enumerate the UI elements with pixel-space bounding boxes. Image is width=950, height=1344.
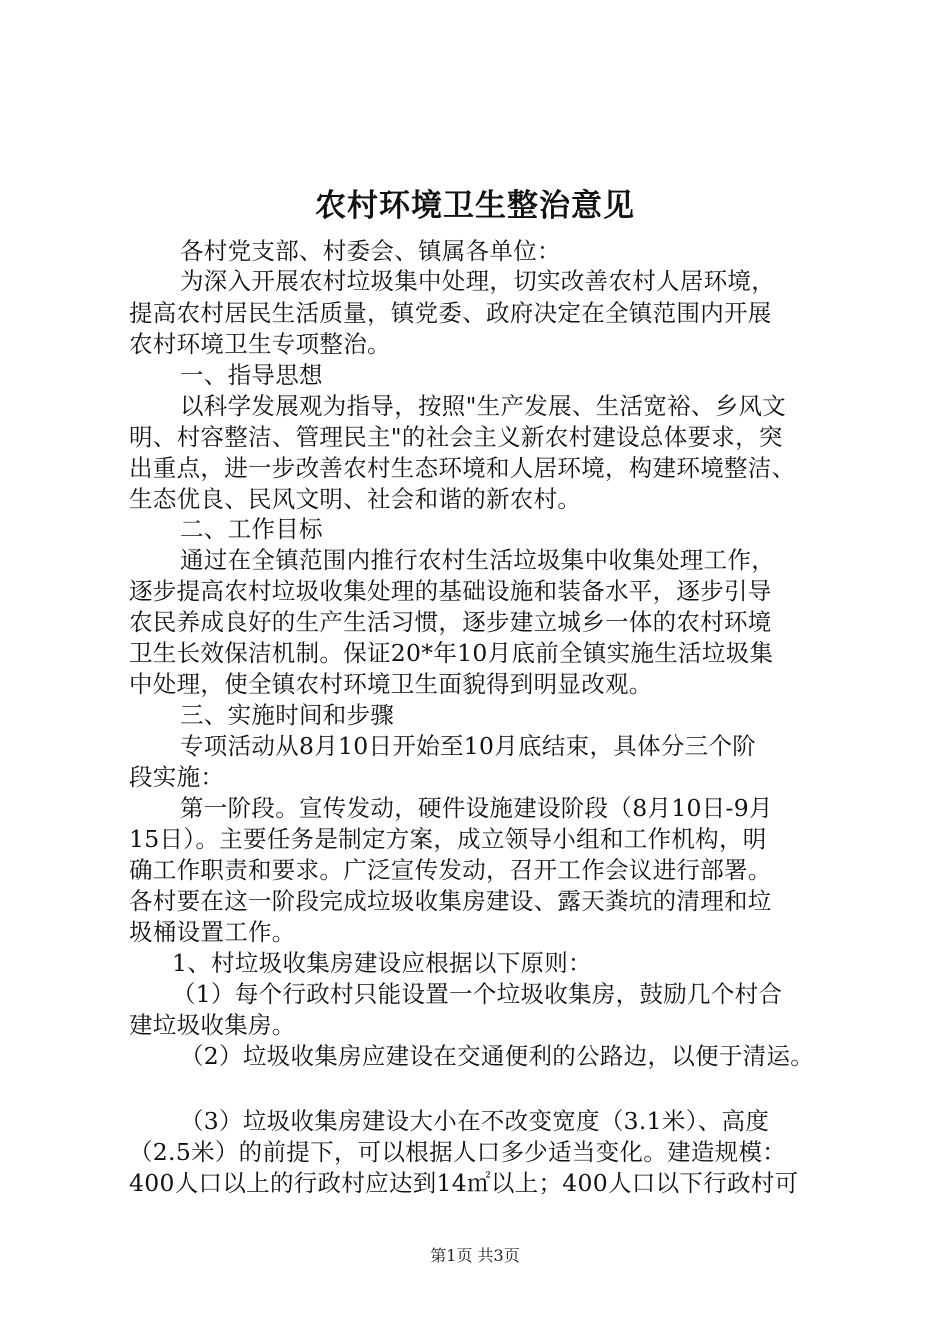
paragraph-line: 段实施： — [129, 763, 225, 791]
list-item-line: 建垃圾收集房。 — [129, 1011, 296, 1039]
section-heading: 三、实施时间和步骤 — [180, 701, 395, 729]
list-item-line: 400人口以上的行政村应达到14㎡以上；400人口以下行政村可 — [129, 1169, 799, 1197]
paragraph-line: 逐步提高农村垃圾收集处理的基础设施和装备水平，逐步引导 — [129, 577, 772, 605]
paragraph-line: 圾桶设置工作。 — [129, 918, 296, 946]
paragraph-line: 为深入开展农村垃圾集中处理，切实改善农村人居环境， — [180, 267, 775, 295]
paragraph-line: 出重点，进一步改善农村生态环境和人居环境，构建环境整洁、 — [129, 454, 796, 482]
paragraph-line: 生态优良、民风文明、社会和谐的新农村。 — [129, 485, 582, 513]
paragraph-line: 明、村容整洁、管理民主"的社会主义新农村建设总体要求，突 — [129, 423, 783, 451]
salutation-line: 各村党支部、村委会、镇属各单位： — [180, 237, 561, 265]
paragraph-line: 农村环境卫生专项整治。 — [129, 330, 391, 358]
page-number-footer: 第1页 共3页 — [430, 1246, 520, 1265]
paragraph-line: 确工作职责和要求。广泛宣传发动，召开工作会议进行部署。 — [129, 856, 772, 884]
paragraph-line: 专项活动从8月10日开始至10月底结束，具体分三个阶 — [180, 732, 757, 760]
paragraph-line: 通过在全镇范围内推行农村生活垃圾集中收集处理工作， — [180, 546, 775, 574]
section-heading: 二、工作目标 — [180, 515, 323, 543]
paragraph-line: 15日）。主要任务是制定方案，成立领导小组和工作机构，明 — [129, 825, 767, 853]
paragraph-line: 提高农村居民生活质量，镇党委、政府决定在全镇范围内开展 — [129, 299, 772, 327]
list-item-line: （2.5米）的前提下，可以根据人口多少适当变化。建造规模： — [129, 1138, 787, 1166]
paragraph-line: 中处理，使全镇农村环境卫生面貌得到明显改观。 — [129, 670, 653, 698]
list-item-heading: 1、村垃圾收集房建设应根据以下原则： — [172, 949, 592, 977]
document-title: 农村环境卫生整治意见 — [315, 188, 635, 224]
list-item-line: （3）垃圾收集房建设大小在不改变宽度（3.1米）、高度 — [180, 1107, 770, 1135]
paragraph-line: 第一阶段。宣传发动，硬件设施建设阶段（8月10日-9月 — [180, 794, 773, 822]
paragraph-line: 以科学发展观为指导，按照"生产发展、生活宽裕、乡风文 — [180, 392, 787, 420]
paragraph-line: 各村要在这一阶段完成垃圾收集房建设、露天粪坑的清理和垃 — [129, 887, 772, 915]
paragraph-line: 农民养成良好的生产生活习惯，逐步建立城乡一体的农村环境 — [129, 608, 772, 636]
paragraph-line: 卫生长效保洁机制。保证20*年10月底前全镇实施生活垃圾集 — [129, 639, 774, 667]
section-heading: 一、指导思想 — [180, 361, 323, 389]
list-item-line: （2）垃圾收集房应建设在交通便利的公路边，以便于清运。 — [180, 1042, 815, 1070]
list-item-line: （1）每个行政村只能设置一个垃圾收集房，鼓励几个村合 — [172, 980, 783, 1008]
